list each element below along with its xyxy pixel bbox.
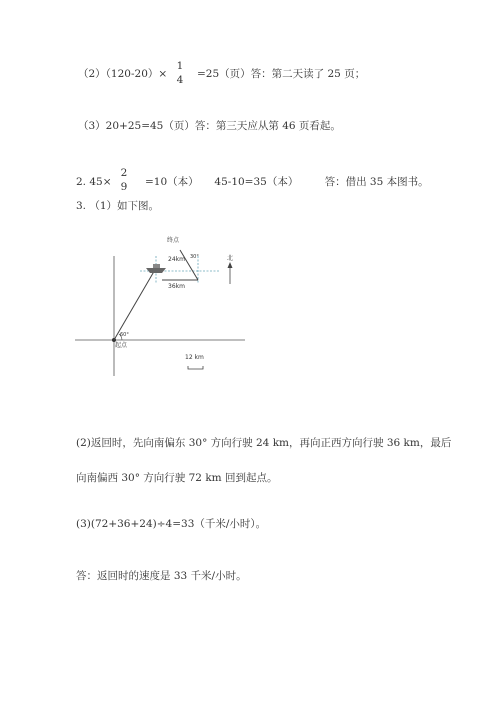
answer-3-calculation: (3)(72+36+24)÷4=33（千米/小时）。 bbox=[76, 518, 267, 530]
angle-label-60: 60° bbox=[120, 332, 129, 338]
answer-3-line: （3）20+25=45（页）答：第三天应从第 46 页看起。 bbox=[78, 120, 341, 132]
fraction-denominator: 9 bbox=[120, 181, 128, 193]
label-30deg: 30° bbox=[190, 254, 199, 260]
fraction-one-quarter bbox=[174, 60, 186, 87]
route-diagram bbox=[70, 228, 250, 388]
scale-bar bbox=[188, 366, 203, 369]
answer-2-suffix: =25（页）答：第二天读了 25 页； bbox=[197, 68, 366, 80]
start-label: 起点 bbox=[115, 342, 128, 349]
north-label: 北 bbox=[227, 255, 234, 262]
boat-icon bbox=[146, 268, 166, 273]
scale-label: 12 km bbox=[185, 354, 204, 361]
end-label: 终点 bbox=[167, 237, 180, 244]
fraction-numerator: 2 bbox=[120, 167, 128, 179]
route-segment-to-boat bbox=[114, 268, 156, 340]
answer-2-line-1: (2)返回时，先向南偏东 30° 方向行驶 24 km，再向正西方向行驶 36 km，最后 bbox=[76, 437, 452, 449]
north-arrow-icon bbox=[228, 262, 233, 268]
fraction-numerator: 1 bbox=[176, 60, 184, 72]
answer-2-line-2: 向南偏西 30° 方向行驶 72 km 回到起点。 bbox=[76, 472, 278, 484]
question-2-suffix: =10（本） 45-10=35（本） 答：借出 35 本图书。 bbox=[145, 176, 429, 188]
fraction-denominator: 4 bbox=[176, 74, 184, 86]
final-answer: 答：返回时的速度是 33 千米/小时。 bbox=[76, 570, 247, 582]
question-2-prefix: 2. 45× bbox=[76, 176, 112, 188]
label-24km: 24km bbox=[168, 256, 185, 263]
question-3-heading: 3. （1）如下图。 bbox=[76, 200, 160, 212]
boat-cabin bbox=[153, 264, 160, 268]
answer-2-prefix: （2）（120-20）× bbox=[78, 68, 168, 80]
fraction-two-ninths bbox=[118, 167, 130, 194]
label-36km: 36km bbox=[168, 283, 185, 290]
